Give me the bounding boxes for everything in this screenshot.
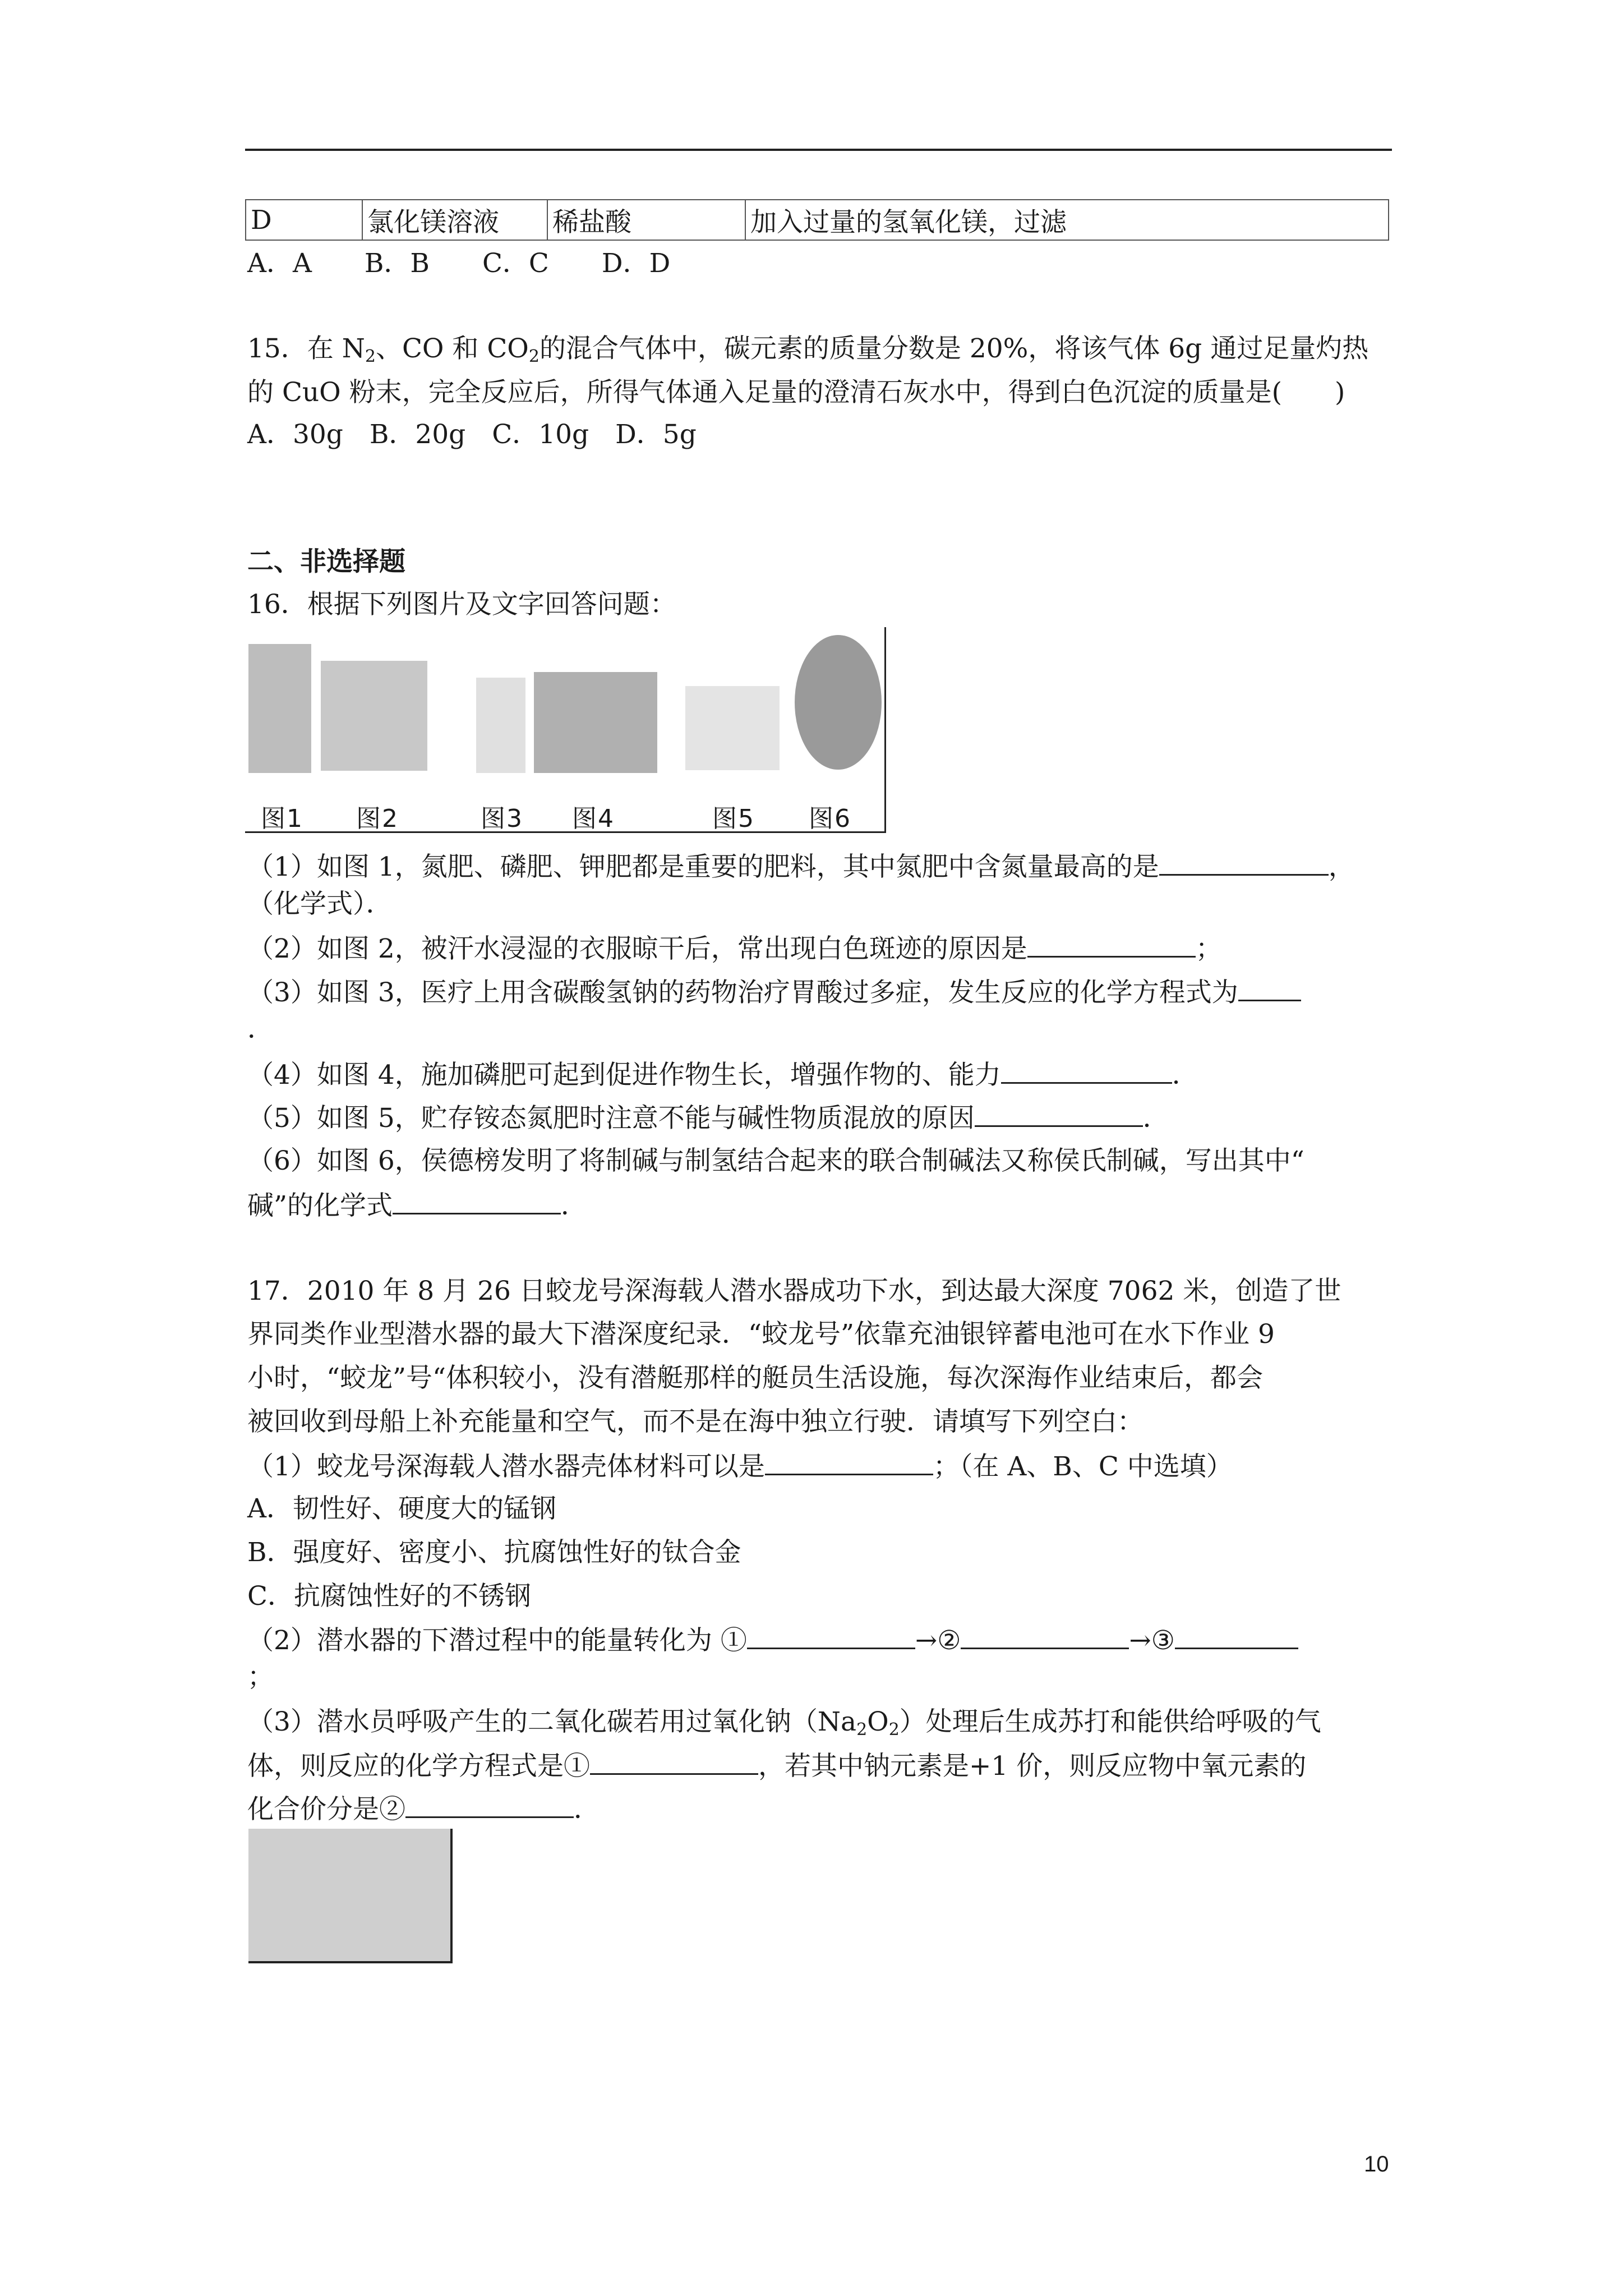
clothes-image: [321, 661, 427, 771]
q16-part6: （6）如图 6，侯德榜发明了将制碱与制氢结合起来的联合制碱法又称侯氏制碱，写出其中“: [247, 1145, 1304, 1176]
q16-part2: （2）如图 2，被汗水浸湿的衣服晾干后，常出现白色斑迹的原因是 ；: [247, 931, 1222, 966]
fig-label-3: 图3: [481, 804, 523, 833]
portrait-image: [795, 635, 882, 770]
submersible-image: [248, 1829, 453, 1963]
storage-image: [685, 686, 780, 770]
q16-part4: （4）如图 4，施加磷肥可起到促进作物生长，增强作物的、能力 ．: [247, 1057, 1198, 1092]
q17-part3: （3）潜水员呼吸产生的二氧化碳若用过氧化钠$(Na_2O_2)$处理后生成苏打和能供给呼吸的气: [247, 1706, 1321, 1740]
fig-label-4: 图4: [572, 804, 615, 833]
q16-figure-strip: [245, 627, 886, 833]
q17-line2: 界同类作业型潜水器的最大下潜深度纪录．“蛟龙号”依靠充油银锌蓄电池可在水下作业 9: [247, 1319, 1275, 1350]
q17-option-b: B．强度好、密度小、抗腐蚀性好的钛合金: [247, 1537, 741, 1568]
medicine-bottle-image: [476, 678, 525, 773]
q16-part1: （1）如图 1，氮肥、磷肥、钾肥都是重要的肥料，其中氮肥中含氮量最高的是 ，: [247, 849, 1355, 884]
table-cell-impurity: 稀盐酸: [547, 200, 745, 240]
q15-line1: 15．在 $N_2$、CO 和 $CO_2$的混合气体中，碳元素的质量分数是 20%，将该气体 6g 通过足量灼热: [247, 333, 1369, 366]
q17-part2-end: ；: [247, 1662, 274, 1692]
fertilizer-bag-image: [248, 644, 311, 773]
crop-field-image: [534, 672, 657, 773]
q17-part1: （1）蛟龙号深海载人潜水器壳体材料可以是 ；（在 A、B、C 中选填）: [247, 1449, 1233, 1484]
q16-part3-end: ．: [247, 1014, 274, 1045]
q16-part3: （3）如图 3，医疗上用含碳酸氢钠的药物治疗胃酸过多症，发生反应的化学方程式为: [247, 975, 1301, 1010]
fig-label-5: 图5: [712, 804, 755, 833]
table-cell-substance: 氯化镁溶液: [362, 200, 547, 240]
q17-part3-end: 化合价分是② ．: [247, 1792, 600, 1826]
q17-line4: 被回收到母船上补充能量和空气，而不是在海中独立行驶．请填写下列空白：: [247, 1406, 1144, 1437]
fig-label-6: 图6: [809, 804, 851, 833]
header-rule: [245, 149, 1392, 151]
q16-part1-cont: （化学式）．: [247, 889, 393, 919]
fig-label-1: 图1: [261, 804, 303, 833]
table-cell-option: D: [246, 200, 362, 240]
q17-line3: 小时，“蛟龙”号“体积较小，没有潜艇那样的艇员生活设施，每次深海作业结束后，都会: [247, 1363, 1264, 1393]
table-cell-method: 加入过量的氢氧化镁，过滤: [745, 200, 1389, 240]
q16-stem: 16．根据下列图片及文字回答问题：: [247, 589, 676, 620]
page-number: 10: [1364, 2152, 1389, 2177]
q16-part6-cont: 碱”的化学式 ．: [247, 1188, 587, 1223]
options-table-row: [245, 199, 1389, 241]
q14-options: A．A B．B C．C D．D: [247, 248, 671, 279]
q17-line1: 17．2010 年 8 月 26 日蛟龙号深海载人潜水器成功下水，到达最大深度 7062 米，创造了世: [247, 1276, 1341, 1306]
q15-options: A．30g B．20g C．10g D．5g: [247, 419, 697, 450]
section-heading: 二、非选择题: [247, 546, 405, 577]
q15-line2: 的 CuO 粉末，完全反应后，所得气体通入足量的澄清石灰水中，得到白色沉淀的质量是( ): [247, 377, 1345, 408]
fig-label-2: 图2: [356, 804, 399, 833]
q16-part5: （5）如图 5，贮存铵态氮肥时注意不能与碱性物质混放的原因 ．: [247, 1101, 1169, 1135]
q17-part2: （2）潜水器的下潜过程中的能量转化为 ① →② →③: [247, 1623, 1298, 1658]
q17-part3-cont: 体，则反应的化学方程式是① ，若其中钠元素是+1 价，则反应物中氧元素的: [247, 1749, 1306, 1783]
q17-option-c: C．抗腐蚀性好的不锈钢: [247, 1581, 531, 1612]
q17-option-a: A．韧性好、硬度大的锰钢: [247, 1493, 556, 1524]
